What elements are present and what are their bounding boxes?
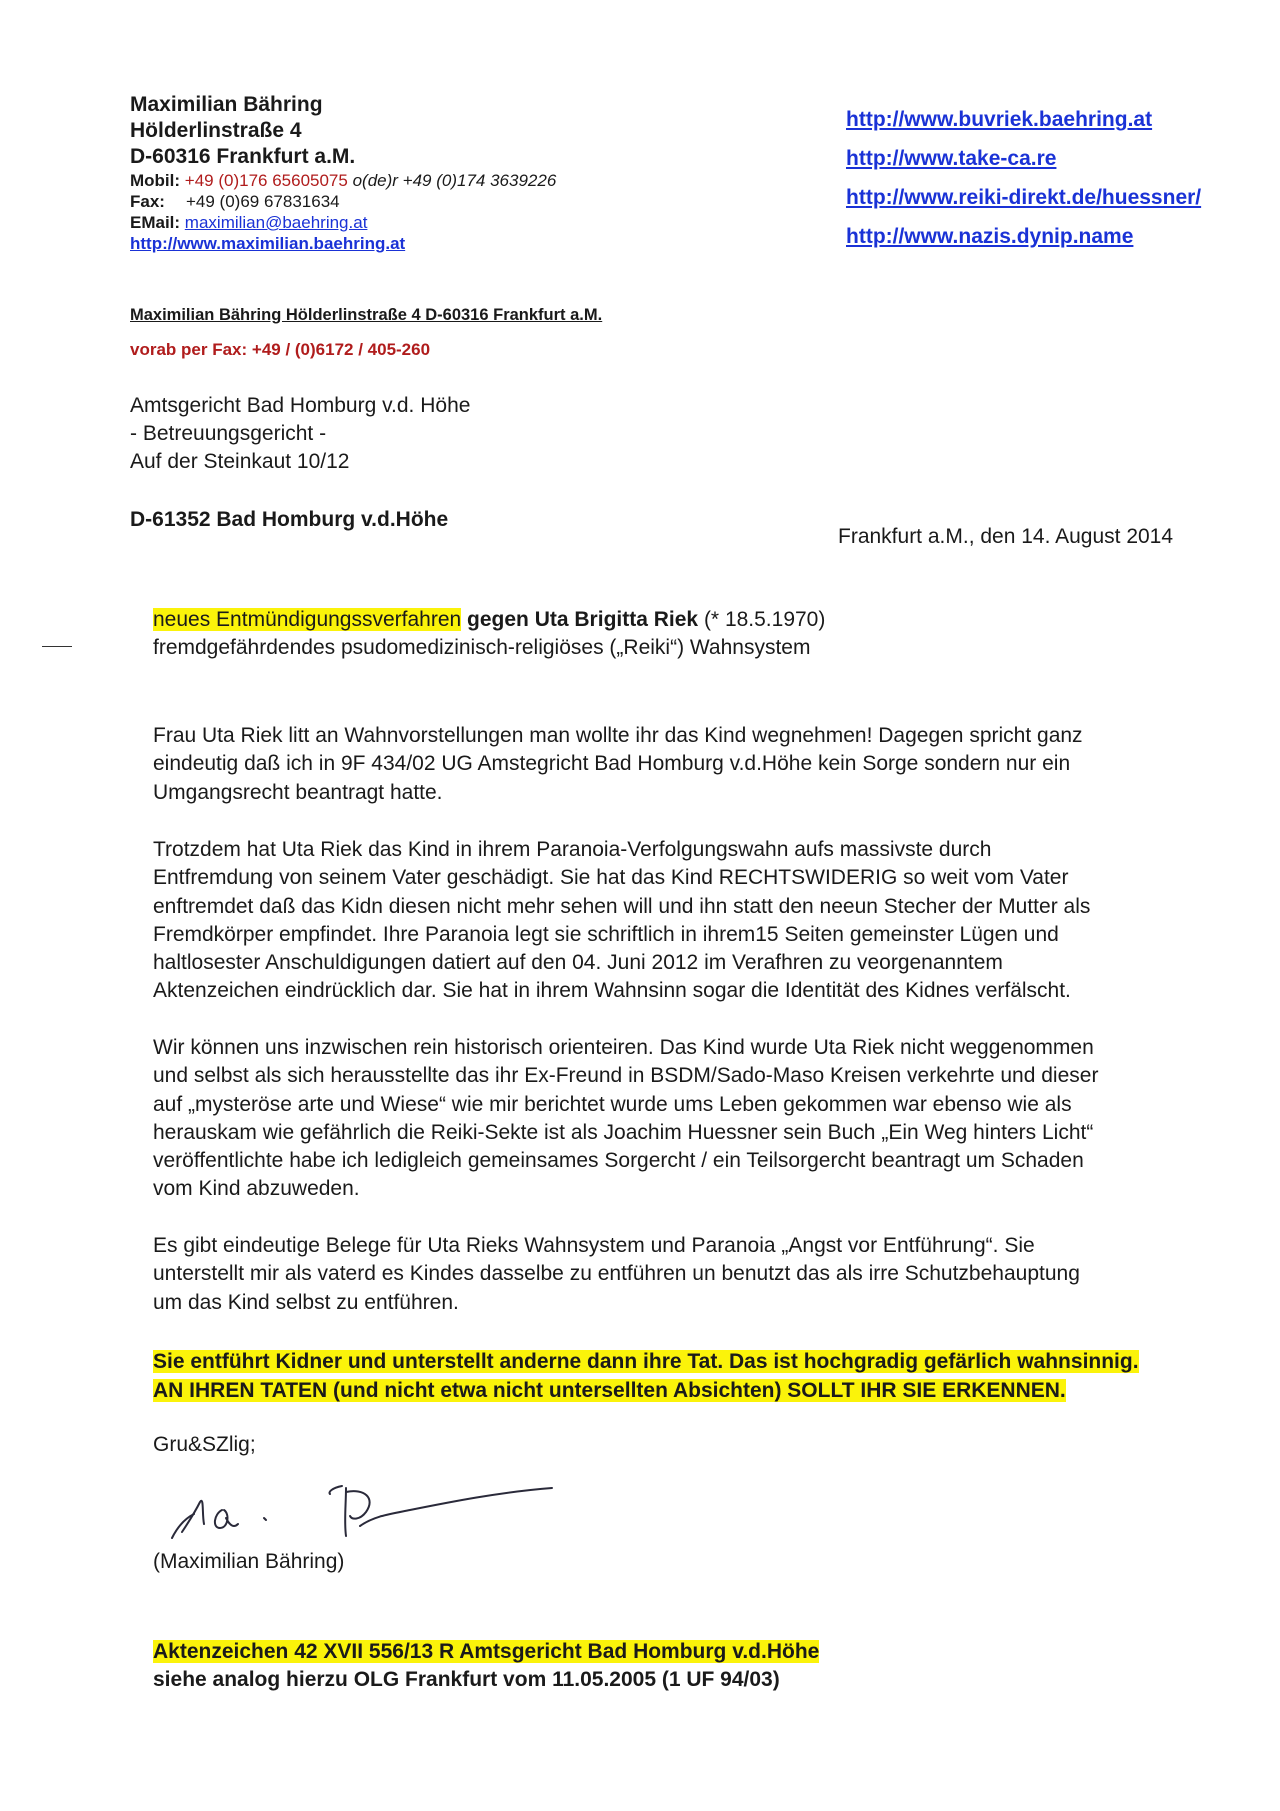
paragraph-line: enftremdet daß das Kidn diesen nicht mehr sehen will und ihn statt den neeun Stecher der Mutter als <box>153 894 1091 918</box>
subject-bold: gegen Uta Brigitta Riek <box>467 608 699 631</box>
mobile-number-1: +49 (0)176 65605075 <box>184 171 348 190</box>
paragraph-line: Es gibt eindeutige Belege für Uta Rieks Wahnsystem und Paranoia „Angst vor Entführung“. Sie <box>153 1234 1035 1257</box>
paragraph-line: veröffentlichte habe ich ledigleich gemeinsames Sorgercht / ein Teilsorgercht beantragt um Schaden <box>153 1149 1084 1173</box>
paragraph-line: vom Kind abzuweden. <box>153 1177 360 1201</box>
link-list <box>846 100 1201 256</box>
paragraph-3 <box>153 1034 1203 1204</box>
paragraph-line: auf „mysteröse arte und Wiese“ wie mir berichtet wurde ums Leben gekommen war ebenso wie als <box>153 1092 1072 1116</box>
sender-mobile-line <box>130 170 556 191</box>
signature-name: (Maximilian Bähring) <box>153 1550 345 1573</box>
website-link[interactable]: http://www.maximilian.baehring.at <box>130 234 406 253</box>
subject-highlight: neues Entmündigungssverfahren <box>153 608 462 631</box>
sender-street: Hölderlinstraße 4 <box>130 119 302 142</box>
paragraph-line: um das Kind selbst zu entführen. <box>153 1290 459 1314</box>
paragraph-4 <box>153 1232 1203 1317</box>
sender-name: Maximilian Bähring <box>130 93 323 116</box>
email-link[interactable]: maximilian@baehring.at <box>184 213 368 232</box>
paragraph-line: Entfremdung von seinem Vater geschädigt. Sie hat das Kind RECHTSWIDERIG so weit vom Vater <box>153 866 1069 890</box>
mobile-or: o(de)r <box>352 171 398 190</box>
case-number: Aktenzeichen 42 XVII 556/13 R Amtsgericht Bad Homburg v.d.Höhe <box>153 1640 820 1663</box>
paragraph-1 <box>153 722 1203 807</box>
case-analog-reference: siehe analog hierzu OLG Frankfurt vom 11.05.2005 (1 UF 94/03) <box>153 1668 780 1691</box>
sender-block <box>130 92 556 254</box>
fax-number: +49 (0)69 67831634 <box>186 192 340 211</box>
paragraph-line: haltlosester Anschuldigungen datiert auf den 04. Juni 2012 im Verafhren zu veorgenanntem <box>153 951 1003 975</box>
paragraph-2 <box>153 836 1203 1006</box>
prefax-line <box>130 340 430 360</box>
recipient-line-1: Amtsgericht Bad Homburg v.d. Höhe <box>130 394 471 417</box>
sender-email-line <box>130 212 556 233</box>
paragraph-line: und selbst als sich herausstellte das ihr Ex-Freund in BSDM/Sado-Maso Kreisen verkehrte und dieser <box>153 1064 1099 1088</box>
mobile-number-2: +49 (0)174 3639226 <box>402 171 557 190</box>
paragraph-line: Aktenzeichen eindrücklich dar. Sie hat in ihrem Wahnsinn sogar die Identität des Kidnes verfälscht. <box>153 979 1071 1003</box>
subject-birthdate: (* 18.5.1970) <box>703 608 826 631</box>
return-address: Maximilian Bähring Hölderlinstraße 4 D-60316 Frankfurt a.M. <box>130 306 603 324</box>
prefax-number: +49 / (0)6172 / 405-260 <box>251 340 431 359</box>
highlight-line-1: Sie entführt Kidner und unterstellt anderne dann ihre Tat. Das ist hochgradig gefärlich wahnsinnig. <box>153 1350 1139 1373</box>
recipient-line-2: - Betreuungsgericht - <box>130 422 327 445</box>
highlight-line-2: AN IHREN TATEN (und nicht etwa nicht untersellten Absichten) SOLLT IHR SIE ERKENNEN. <box>153 1378 1066 1402</box>
fold-mark <box>42 646 72 647</box>
subject-line-2: fremdgefährdendes psudomedizinisch-religiöses („Reiki“) Wahnsystem <box>153 636 811 659</box>
handwritten-signature <box>160 1474 560 1546</box>
link-reiki-direkt[interactable]: http://www.reiki-direkt.de/huessner/ <box>846 186 1202 209</box>
link-take-care[interactable]: http://www.take-ca.re <box>846 147 1057 170</box>
paragraph-line: Fremdkörper empfindet. Ihre Paranoia legt sie schriftlich in ihrem15 Seiten gemeinster Lügen und <box>153 922 1059 946</box>
subject-line-1 <box>153 606 825 634</box>
paragraph-line: unterstellt mir als vaterd es Kindes dasselbe zu entführen un benutzt das als irre Schutzbehauptung <box>153 1262 1080 1286</box>
link-buvriek[interactable]: http://www.buvriek.baehring.at <box>846 108 1153 131</box>
sender-fax-line <box>130 191 556 212</box>
paragraph-line: Wir können uns inzwischen rein historisch orienteiren. Das Kind wurde Uta Riek nicht weggenommen <box>153 1036 1094 1059</box>
letter-date: Frankfurt a.M., den 14. August 2014 <box>838 525 1174 548</box>
mobile-label: Mobil: <box>130 171 181 190</box>
closing-greeting: Gru&SZlig; <box>153 1433 256 1456</box>
highlighted-statement <box>153 1348 1139 1405</box>
case-reference <box>153 1638 819 1694</box>
link-nazis-dynip[interactable]: http://www.nazis.dynip.name <box>846 225 1134 248</box>
paragraph-line: herauskam wie gefährlich die Reiki-Sekte ist als Joachim Huessner sein Buch „Ein Weg hinters Licht“ <box>153 1120 1094 1144</box>
prefax-label: vorab per Fax: <box>130 340 248 359</box>
subject-block <box>153 606 825 662</box>
email-label: EMail: <box>130 213 181 232</box>
paragraph-line: eindeutig daß ich in 9F 434/02 UG Amstegricht Bad Homburg v.d.Höhe kein Sorge sondern nur ein <box>153 752 1071 776</box>
paragraph-line: Umgangsrecht beantragt hatte. <box>153 780 443 804</box>
sender-city: D-60316 Frankfurt a.M. <box>130 145 356 168</box>
recipient-city: D-61352 Bad Homburg v.d.Höhe <box>130 508 449 531</box>
paragraph-line: Trotzdem hat Uta Riek das Kind in ihrem Paranoia-Verfolgungswahn aufs massivste durch <box>153 838 992 861</box>
paragraph-line: Frau Uta Riek litt an Wahnvorstellungen man wollte ihr das Kind wegnehmen! Dagegen spricht ganz <box>153 724 1083 747</box>
sender-website-line <box>130 233 556 254</box>
recipient-line-3: Auf der Steinkaut 10/12 <box>130 450 350 473</box>
recipient-block <box>130 392 470 476</box>
fax-label: Fax: <box>130 192 165 211</box>
